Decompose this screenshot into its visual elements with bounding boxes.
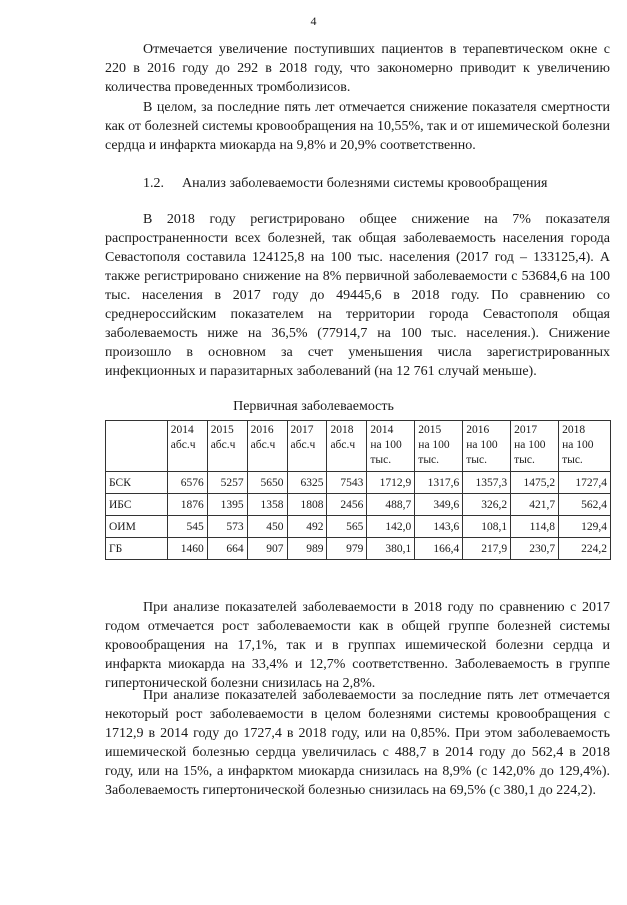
table-cell: 143,6 xyxy=(415,516,463,538)
table-cell: 450 xyxy=(247,516,287,538)
table-cell: 224,2 xyxy=(559,538,611,560)
table-cell: 1876 xyxy=(167,494,207,516)
section-title: Анализ заболеваемости болезнями системы кровообращения xyxy=(182,176,548,191)
table-row xyxy=(106,472,611,494)
table-cell: 1317,6 xyxy=(415,472,463,494)
paragraph-thrombolysis: Отмечается увеличение поступивших пациентов в терапевтическом окне с 220 в 2016 году до 292 в 2018 году, что закономерно приводит к увеличению количества проведенных тромболизисов. xyxy=(105,42,610,95)
table-cell: 230,7 xyxy=(511,538,559,560)
table-cell: 664 xyxy=(207,538,247,560)
header-cell: 2015 на 100 тыс. xyxy=(415,421,463,472)
table-cell: 1712,9 xyxy=(367,472,415,494)
table-cell: 979 xyxy=(327,538,367,560)
row-label: ОИМ xyxy=(106,516,168,538)
paragraph-mortality: В целом, за последние пять лет отмечается снижение показателя смертности как от болезней системы кровообращения на 10,55%, так и от ишемической болезни сердца и инфаркта миокарда на 9,8% и 20,9% соответственно. xyxy=(105,100,610,153)
row-label: ИБС xyxy=(106,494,168,516)
table-cell: 1808 xyxy=(287,494,327,516)
table-row xyxy=(106,538,611,560)
header-cell: 2014 абс.ч xyxy=(167,421,207,472)
table-cell: 217,9 xyxy=(463,538,511,560)
paragraph-intro: В 2018 году регистрировано общее снижение на 7% показателя распространенности всех болезней, так общая заболеваемость населения города Севастополя составила 124125,8 на 100 тыс. населения (2017 год – 133125,4). А также регистрировано снижение на 8% первичной заболеваемости с 53684,6 на 100 тыс. населения в 2017 году до 49445,6 в 2018 году. По сравнению со среднероссийским показателем на территории города Севастополя общая заболеваемость ниже на 36,5% (77914,7 на 100 тыс. населения.). Снижение произошло в основном за счет уменьшения числа зарегистрированных инфекционных и паразитарных заболеваний (на 12 761 случай меньше). xyxy=(105,212,610,379)
header-cell: 2017 абс.ч xyxy=(287,421,327,472)
table-cell: 5650 xyxy=(247,472,287,494)
header-cell: 2018 абс.ч xyxy=(327,421,367,472)
table-cell: 5257 xyxy=(207,472,247,494)
table-cell: 488,7 xyxy=(367,494,415,516)
table-cell: 565 xyxy=(327,516,367,538)
header-cell: 2014 на 100 тыс. xyxy=(367,421,415,472)
table-cell: 1395 xyxy=(207,494,247,516)
table-header-row xyxy=(106,421,611,472)
paragraph-2018-vs-2017: При анализе показателей заболеваемости в 2018 году по сравнению с 2017 годом отмечается рост заболеваемости как в общей группе болезней системы кровообращения на 17,1%, так и в группах ишемической болезни сердца и инфаркта миокарда на 33,4% и 12,7% соответственно. Заболеваемость в группе гипертонической болезни снизилась на 2,8%. xyxy=(105,600,610,691)
page-number: 4 xyxy=(310,14,317,28)
table-cell: 129,4 xyxy=(559,516,611,538)
table-cell: 6325 xyxy=(287,472,327,494)
table-cell: 108,1 xyxy=(463,516,511,538)
table-row xyxy=(106,494,611,516)
table-cell: 1475,2 xyxy=(511,472,559,494)
table-cell: 989 xyxy=(287,538,327,560)
table-cell: 166,4 xyxy=(415,538,463,560)
table-cell: 1357,3 xyxy=(463,472,511,494)
row-label: БСК xyxy=(106,472,168,494)
table-caption: Первичная заболеваемость xyxy=(233,399,394,414)
header-corner-cell xyxy=(106,421,168,472)
table-cell: 573 xyxy=(207,516,247,538)
table-cell: 114,8 xyxy=(511,516,559,538)
section-heading xyxy=(143,176,547,192)
table-cell: 562,4 xyxy=(559,494,611,516)
header-cell: 2016 на 100 тыс. xyxy=(463,421,511,472)
header-cell: 2017 на 100 тыс. xyxy=(511,421,559,472)
row-label: ГБ xyxy=(106,538,168,560)
incidence-table xyxy=(105,420,611,560)
table-cell: 6576 xyxy=(167,472,207,494)
table-cell: 421,7 xyxy=(511,494,559,516)
table-cell: 492 xyxy=(287,516,327,538)
header-cell: 2018 на 100 тыс. xyxy=(559,421,611,472)
table-cell: 1727,4 xyxy=(559,472,611,494)
section-number: 1.2. xyxy=(143,176,164,191)
header-cell: 2016 абс.ч xyxy=(247,421,287,472)
table-cell: 326,2 xyxy=(463,494,511,516)
table-cell: 1358 xyxy=(247,494,287,516)
header-cell: 2015 абс.ч xyxy=(207,421,247,472)
table-cell: 142,0 xyxy=(367,516,415,538)
table-cell: 907 xyxy=(247,538,287,560)
table-cell: 349,6 xyxy=(415,494,463,516)
paragraph-five-year-trend: При анализе показателей заболеваемости за последние пять лет отмечается некоторый рост заболеваемости в целом болезнями системы кровообращения с 1712,9 в 2014 году до 1727,4 в 2018 году, или на 0,85%. При этом заболеваемость ишемической болезнью сердца увеличилась с 488,7 в 2014 году до 562,4 в 2018 году, или на 15%, а инфарктом миокарда снизилась на 8,9% (с 142,0% до 129,4%). Заболеваемость гипертонической болезнью снизилась на 69,5% (с 380,1 до 224,2). xyxy=(105,688,610,798)
table-cell: 1460 xyxy=(167,538,207,560)
table-row xyxy=(106,516,611,538)
table-cell: 545 xyxy=(167,516,207,538)
table-cell: 380,1 xyxy=(367,538,415,560)
table-cell: 7543 xyxy=(327,472,367,494)
table-cell: 2456 xyxy=(327,494,367,516)
